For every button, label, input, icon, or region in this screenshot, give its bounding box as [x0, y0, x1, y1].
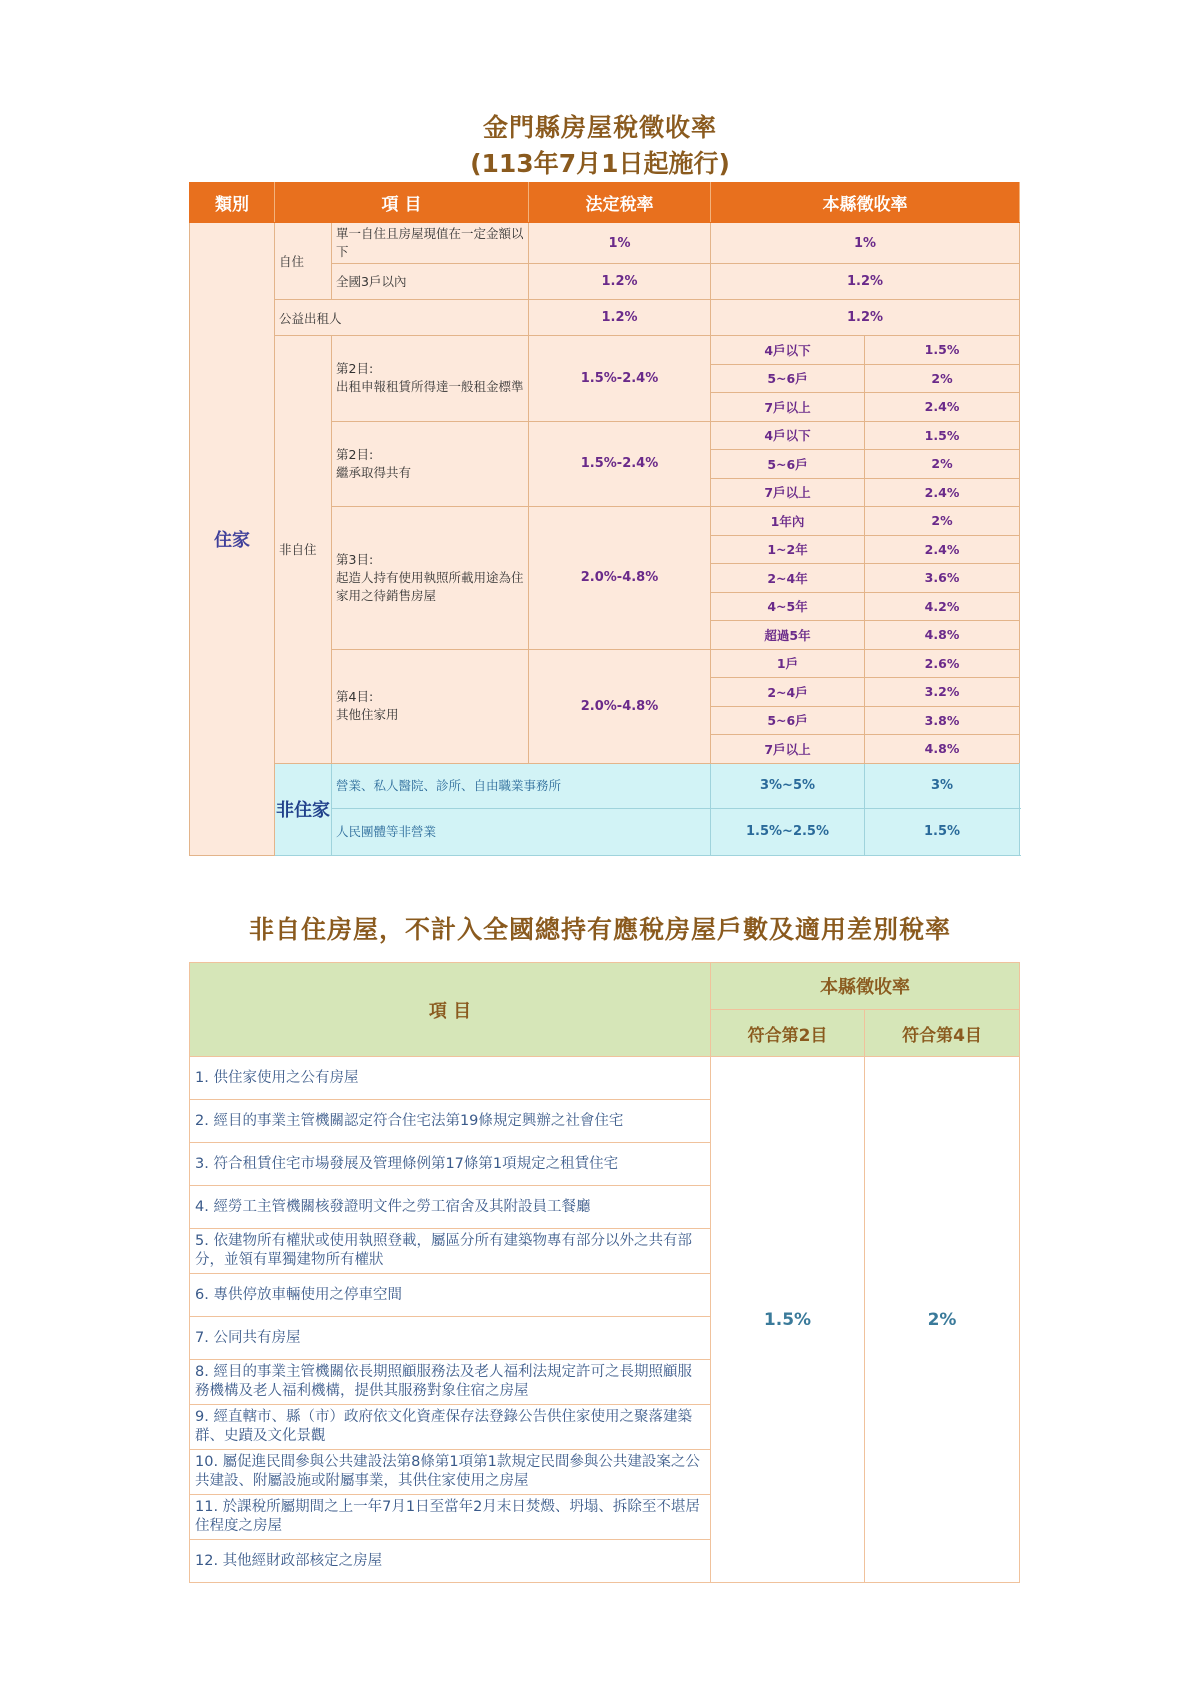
non-self-housing-table	[189, 962, 1020, 1583]
item-text: 3. 符合租賃住宅市場發展及管理條例第17條第1項規定之租賃住宅	[190, 1143, 711, 1186]
item-text: 9. 經直轄市、縣（市）政府依文化資產保存法登錄公告供住家使用之聚落建築群、史蹟及文化景觀	[190, 1405, 711, 1450]
list-item	[190, 1057, 1020, 1100]
subcategory-self: 自住	[275, 223, 332, 300]
legal-rate: 2.0%-4.8%	[529, 649, 711, 763]
item-label: 第2目: 繼承取得共有	[332, 421, 529, 507]
table-header-row	[190, 183, 1020, 223]
legal-rate: 1.5%-2.4%	[529, 421, 711, 507]
tier-label: 2~4戶	[711, 678, 865, 707]
tier-label: 4戶以下	[711, 336, 865, 365]
tier-label: 超過5年	[711, 621, 865, 650]
header-county-rate: 本縣徵收率	[711, 963, 1020, 1010]
item-text: 6. 專供停放車輛使用之停車空間	[190, 1274, 711, 1317]
county-rate: 1.2%	[711, 300, 1020, 336]
legal-rate: 1%	[529, 223, 711, 264]
item-text: 12. 其他經財政部核定之房屋	[190, 1540, 711, 1583]
item-label: 營業、私人醫院、診所、自由職業事務所	[332, 763, 711, 808]
county-rate: 1%	[711, 223, 1020, 264]
legal-rate: 1.2%	[529, 264, 711, 300]
item-label: 單一自住且房屋現值在一定金額以下	[332, 223, 529, 264]
tier-rate: 2%	[865, 364, 1020, 393]
tier-rate: 2%	[865, 450, 1020, 479]
header-item: 項 目	[275, 183, 529, 223]
table-row	[190, 300, 1020, 336]
page-title: 金門縣房屋稅徵收率	[482, 113, 717, 142]
rate-col-a: 1.5%	[711, 1057, 865, 1583]
item-label: 公益出租人	[275, 300, 529, 336]
county-rate: 1.5%	[865, 808, 1020, 855]
tier-label: 1戶	[711, 649, 865, 678]
item-label: 第2目: 出租申報租賃所得達一般租金標準	[332, 336, 529, 422]
table-row	[190, 223, 1020, 264]
legal-rate: 2.0%-4.8%	[529, 507, 711, 650]
tier-label: 5~6戶	[711, 706, 865, 735]
item-text: 5. 依建物所有權狀或使用執照登載，屬區分所有建築物專有部分以外之共有部分，並領有單獨建物所有權狀	[190, 1229, 711, 1274]
header-legal-rate: 法定稅率	[529, 183, 711, 223]
page-subtitle: (113年7月1日起施行)	[470, 149, 730, 178]
item-text: 8. 經目的事業主管機關依長期照顧服務法及老人福利法規定許可之長期照顧服務機構及老人福利機構，提供其服務對象住宿之房屋	[190, 1360, 711, 1405]
tier-rate: 2.6%	[865, 649, 1020, 678]
tier-rate: 1.5%	[865, 421, 1020, 450]
tier-rate: 2.4%	[865, 478, 1020, 507]
section-title: 非自住房屋，不計入全國總持有應稅房屋戶數及適用差別稅率	[248, 915, 951, 944]
item-label: 全國3戶以內	[332, 264, 529, 300]
table-row	[190, 763, 1020, 808]
tier-rate: 1.5%	[865, 336, 1020, 365]
tier-rate: 2.4%	[865, 393, 1020, 422]
tier-label: 4~5年	[711, 592, 865, 621]
tier-rate: 3.2%	[865, 678, 1020, 707]
tier-label: 4戶以下	[711, 421, 865, 450]
tier-rate: 3.8%	[865, 706, 1020, 735]
item-text: 1. 供住家使用之公有房屋	[190, 1057, 711, 1100]
table-header-row	[190, 963, 1020, 1010]
tier-label: 7戶以上	[711, 478, 865, 507]
tax-rate-table	[189, 182, 1020, 856]
header-category: 類別	[190, 183, 275, 223]
rate-col-b: 2%	[865, 1057, 1020, 1583]
table-row	[190, 336, 1020, 365]
category-non-residential: 非住家	[275, 763, 332, 855]
legal-rate: 1.2%	[529, 300, 711, 336]
legal-rate: 1.5%-2.4%	[529, 336, 711, 422]
item-label: 第4目: 其他住家用	[332, 649, 529, 763]
legal-rate: 1.5%~2.5%	[711, 808, 865, 855]
header-col-b: 符合第4目	[865, 1010, 1020, 1057]
item-label: 人民團體等非營業	[332, 808, 711, 855]
item-text: 10. 屬促進民間參與公共建設法第8條第1項第1款規定民間參與公共建設案之公共建設、附屬設施或附屬事業，其供住家使用之房屋	[190, 1450, 711, 1495]
item-text: 11. 於課稅所屬期間之上一年7月1日至當年2月末日焚燬、坍塌、拆除至不堪居住程度之房屋	[190, 1495, 711, 1540]
tier-rate: 2%	[865, 507, 1020, 536]
item-label: 第3目: 起造人持有使用執照所載用途為住家用之待銷售房屋	[332, 507, 529, 650]
tier-rate: 4.8%	[865, 621, 1020, 650]
county-rate: 1.2%	[711, 264, 1020, 300]
tier-label: 1~2年	[711, 535, 865, 564]
header-county-rate: 本縣徵收率	[711, 183, 1020, 223]
tier-rate: 4.2%	[865, 592, 1020, 621]
item-text: 7. 公同共有房屋	[190, 1317, 711, 1360]
tier-label: 2~4年	[711, 564, 865, 593]
tier-label: 5~6戶	[711, 364, 865, 393]
tier-label: 1年內	[711, 507, 865, 536]
tier-label: 7戶以上	[711, 735, 865, 764]
item-text: 4. 經勞工主管機關核發證明文件之勞工宿舍及其附設員工餐廳	[190, 1186, 711, 1229]
tier-label: 5~6戶	[711, 450, 865, 479]
header-item: 項 目	[190, 963, 711, 1057]
county-rate: 3%	[865, 763, 1020, 808]
tier-rate: 3.6%	[865, 564, 1020, 593]
subcategory-non-self: 非自住	[275, 336, 332, 764]
legal-rate: 3%~5%	[711, 763, 865, 808]
item-text: 2. 經目的事業主管機關認定符合住宅法第19條規定興辦之社會住宅	[190, 1100, 711, 1143]
category-residential: 住家	[190, 223, 275, 856]
tier-rate: 2.4%	[865, 535, 1020, 564]
tier-label: 7戶以上	[711, 393, 865, 422]
tier-rate: 4.8%	[865, 735, 1020, 764]
header-col-a: 符合第2目	[711, 1010, 865, 1057]
